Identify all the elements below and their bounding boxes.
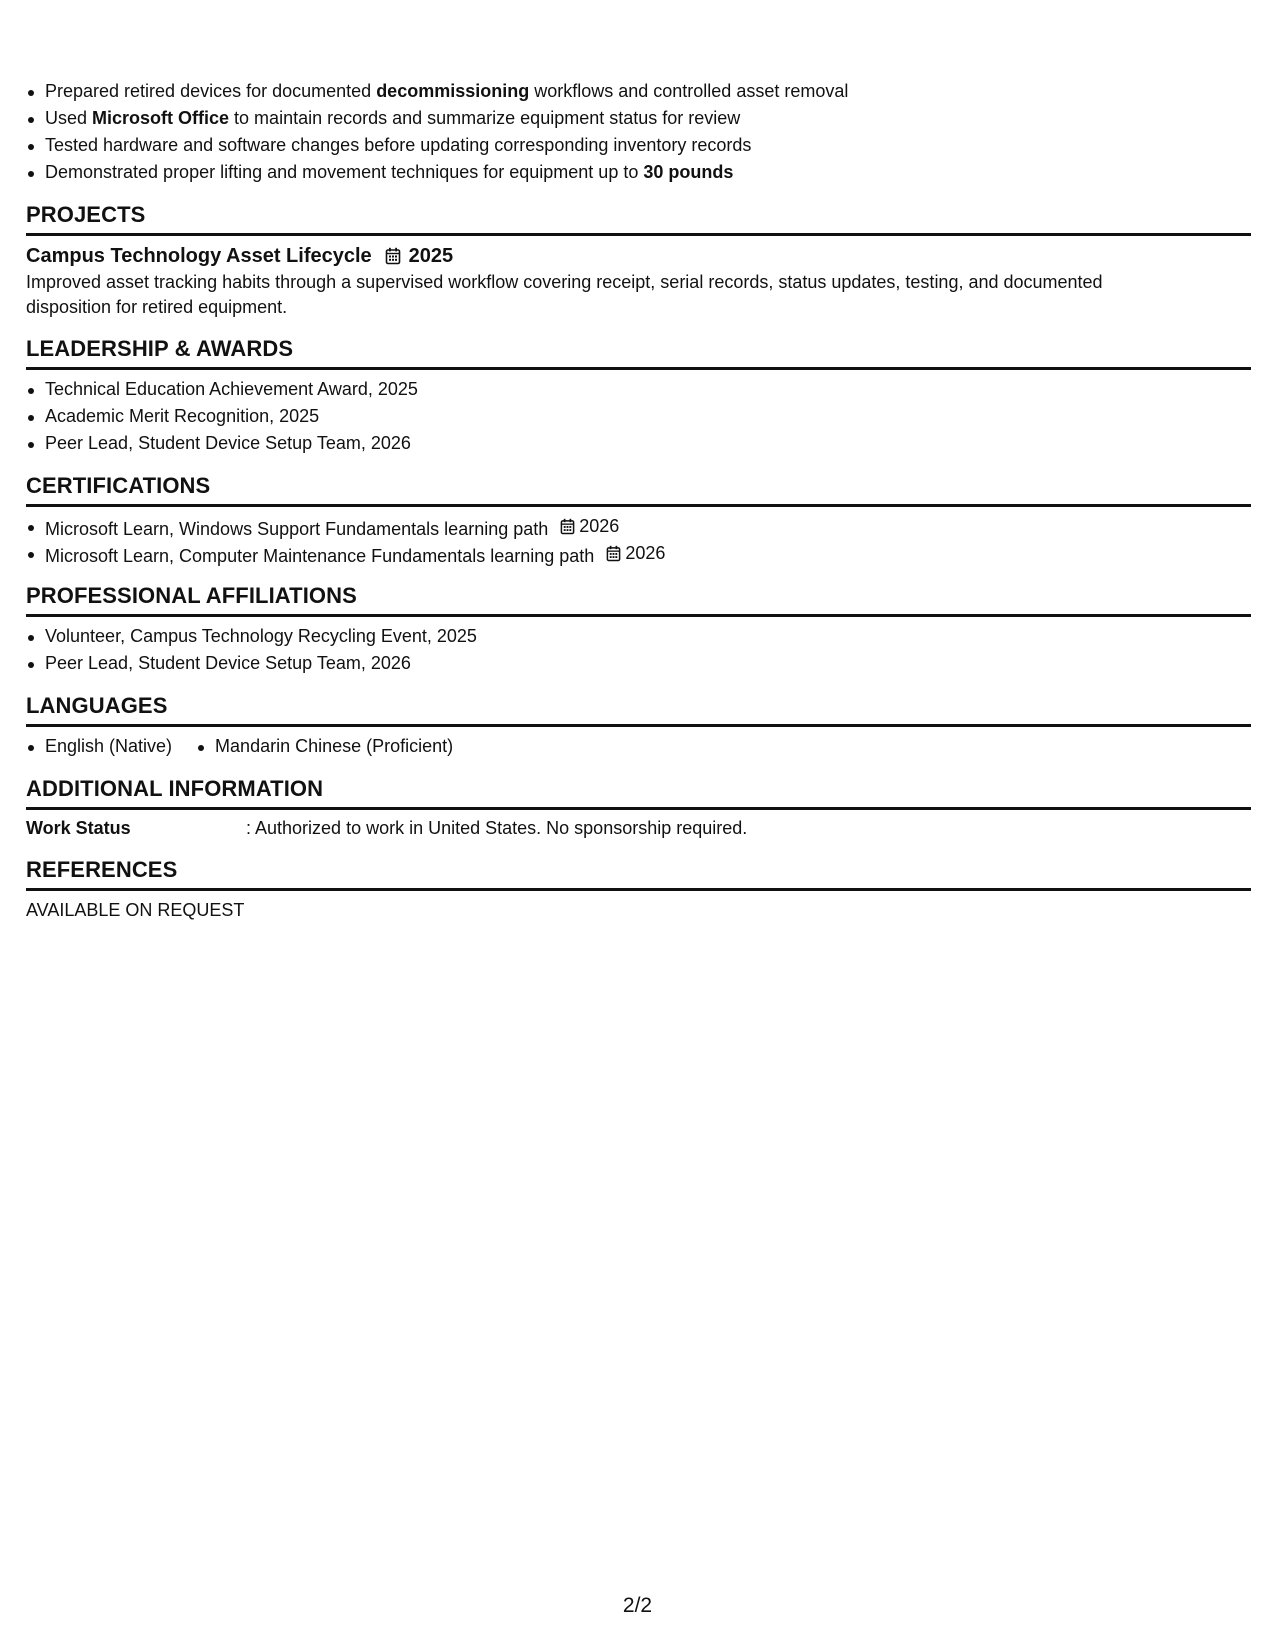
list-item [26, 132, 1251, 159]
list-item [26, 513, 1251, 540]
calendar-icon [560, 518, 575, 535]
list-item: Peer Lead, Student Device Setup Team, 2026 [26, 650, 1251, 677]
calendar-icon [606, 545, 621, 562]
certification-year: 2026 [625, 543, 666, 563]
affiliations-list [26, 623, 1251, 677]
bullet-text: Used [45, 108, 93, 128]
certification-name: Microsoft Learn, Windows Support Fundamentals learning path [45, 519, 549, 539]
section-title: ADDITIONAL INFORMATION [26, 774, 1251, 810]
bullet-text: Demonstrated proper lifting and movement techniques for equipment up to [45, 162, 644, 182]
bullet-text: workflows and controlled asset removal [529, 81, 849, 101]
list-item: Technical Education Achievement Award, 2025 [26, 376, 1251, 403]
certifications-section [26, 471, 1251, 567]
additional-info-section [26, 774, 1251, 841]
section-title: PROJECTS [26, 200, 1251, 236]
section-title: REFERENCES [26, 855, 1251, 891]
section-title: LANGUAGES [26, 691, 1251, 727]
page-number: 2/2 [622, 1594, 653, 1617]
projects-section [26, 200, 1251, 320]
languages-list [26, 733, 1251, 760]
calendar-icon [385, 247, 401, 265]
certification-name: Microsoft Learn, Computer Maintenance Fundamentals learning path [45, 546, 595, 566]
list-item [26, 105, 1251, 132]
section-title: PROFESSIONAL AFFILIATIONS [26, 581, 1251, 617]
resume-page [26, 78, 1251, 923]
work-status-value: : Authorized to work in United States. No sponsorship required. [246, 818, 748, 838]
work-status-row [26, 816, 1251, 841]
section-title: CERTIFICATIONS [26, 471, 1251, 507]
leadership-section [26, 334, 1251, 457]
list-item: Volunteer, Campus Technology Recycling Event, 2025 [26, 623, 1251, 650]
bullet-text: Prepared retired devices for documented [45, 81, 377, 101]
project-description: Improved asset tracking habits through a supervised workflow covering receipt, serial records, status updates, testing, and documented disposition for retired equipment. [26, 272, 1103, 317]
leadership-list [26, 376, 1251, 457]
bullet-bold-text: 30 pounds [643, 162, 734, 182]
bullet-text: Tested hardware and software changes before updating corresponding inventory records [45, 135, 752, 155]
references-text: AVAILABLE ON REQUEST [26, 900, 245, 920]
experience-bullets [26, 78, 1251, 186]
project-name: Campus Technology Asset Lifecycle [26, 245, 372, 267]
section-title: LEADERSHIP & AWARDS [26, 334, 1251, 370]
bullet-bold-text: decommissioning [376, 81, 530, 101]
work-status-label: Work Status [26, 818, 131, 838]
affiliations-section [26, 581, 1251, 677]
project-header [26, 242, 1251, 270]
certification-date [560, 513, 619, 540]
project-year: 2025 [408, 245, 454, 267]
list-item: English (Native) [26, 733, 172, 760]
bullet-bold-text: Microsoft Office [92, 108, 230, 128]
bullet-text: to maintain records and summarize equipment status for review [229, 108, 741, 128]
certifications-list [26, 513, 1251, 567]
certification-year: 2026 [579, 516, 620, 536]
list-item: Academic Merit Recognition, 2025 [26, 403, 1251, 430]
list-item [26, 78, 1251, 105]
list-item [26, 159, 1251, 186]
certification-date [606, 540, 665, 567]
languages-section [26, 691, 1251, 760]
list-item [26, 540, 1251, 567]
list-item: Mandarin Chinese (Proficient) [196, 733, 453, 760]
list-item: Peer Lead, Student Device Setup Team, 2026 [26, 430, 1251, 457]
references-section [26, 855, 1251, 923]
